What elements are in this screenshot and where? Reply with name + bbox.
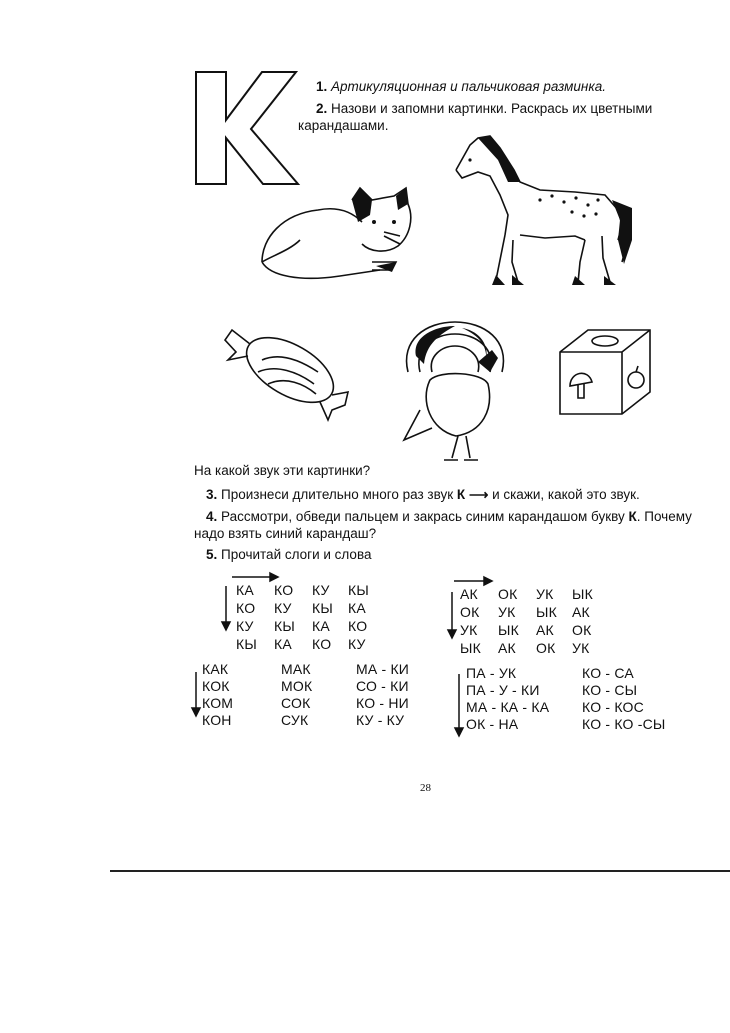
task-3-letter: К — [456, 487, 466, 502]
grid-left-cell: КА — [312, 618, 330, 634]
word-item: КО - СЫ — [582, 682, 638, 698]
task-4-text-pre: Рассмотри, обведи пальцем и закрась синим карандашом букву — [221, 509, 625, 524]
task-3-number: 3. — [206, 487, 218, 502]
task-5-text: Прочитай слоги и слова — [221, 547, 372, 562]
grid-right-cell: ЫК — [498, 622, 519, 638]
words-column-1 — [202, 661, 233, 729]
question-text: На какой звук эти картинки? — [194, 463, 371, 478]
word-item: МОК — [281, 678, 313, 694]
grid-left-cell: КА — [236, 582, 254, 598]
grid-left-cell: КУ — [274, 600, 292, 616]
grid-left-cell: КА — [274, 636, 292, 652]
grid-right-cell: АК — [536, 622, 554, 638]
task-4-text-post: . Почему — [636, 509, 692, 524]
word-item: СОК — [281, 695, 311, 711]
words-column-4 — [466, 665, 549, 733]
grid-right-cell: АК — [460, 586, 478, 602]
grid-left-cell: КО — [312, 636, 332, 652]
word-item: КО - СА — [582, 665, 634, 681]
word-item: СУК — [281, 712, 309, 728]
syllable-grid-left — [236, 582, 376, 654]
arrow-right-icon: ⟶ — [468, 487, 489, 502]
bottom-rule — [110, 870, 730, 872]
word-item: КО - КОС — [582, 699, 644, 715]
task-3-text-post: и скажи, какой это звук. — [492, 487, 640, 502]
word-item: СО - КИ — [356, 678, 409, 694]
task-2-line1: Назови и запомни картинки. Раскрась их цветными — [331, 101, 653, 116]
syllable-grid-right — [460, 586, 600, 658]
task-1-number: 1. — [316, 79, 328, 94]
task-4-number: 4. — [206, 509, 218, 524]
grid-left-cell: КУ — [348, 636, 366, 652]
grid-left-cell: КО — [236, 600, 256, 616]
grid-right-cell: УК — [536, 586, 554, 602]
word-item: ПА - У - КИ — [466, 682, 540, 698]
grid-right-cell: АК — [498, 640, 516, 656]
page-number: 28 — [420, 782, 431, 794]
task-4-letter: К — [628, 509, 637, 524]
grid-right-cell: ОК — [536, 640, 556, 656]
task-3-text-pre: Произнеси длительно много раз звук — [221, 487, 454, 502]
grid-right-cell: УК — [572, 640, 590, 656]
word-item: ОК - НА — [466, 716, 519, 732]
grid-right-cell: ЫК — [572, 586, 593, 602]
grid-left-cell: КЫ — [236, 636, 257, 652]
word-item: МА - КИ — [356, 661, 410, 677]
grid-right-cell: ОК — [460, 604, 480, 620]
words-column-3 — [356, 661, 409, 729]
grid-right-cell: ОК — [572, 622, 592, 638]
word-item: МА - КА - КА — [466, 699, 550, 715]
word-item: КУ - КУ — [356, 712, 405, 728]
task-2-number: 2. — [316, 101, 328, 116]
grid-left-cell: КЫ — [312, 600, 333, 616]
word-item: КО - КО -СЫ — [582, 716, 666, 732]
word-item: КОН — [202, 712, 232, 728]
task-2-line2: карандашами. — [298, 118, 389, 133]
grid-left-cell: КУ — [312, 582, 330, 598]
grid-right-cell: ЫК — [536, 604, 557, 620]
word-item: КОМ — [202, 695, 234, 711]
grid-left-cell: КО — [274, 582, 294, 598]
word-item: КАК — [202, 661, 229, 677]
words-column-2 — [281, 661, 312, 729]
grid-right-cell: ОК — [498, 586, 518, 602]
word-item: КО - НИ — [356, 695, 409, 711]
grid-left-cell: КЫ — [348, 582, 369, 598]
grid-right-cell: УК — [460, 622, 478, 638]
grid-left-cell: КУ — [236, 618, 254, 634]
task-4-line2: надо взять синий карандаш? — [194, 526, 377, 541]
words-column-5 — [582, 665, 665, 733]
grid-right-cell: ЫК — [460, 640, 481, 656]
grid-left-cell: КА — [348, 600, 366, 616]
grid-left-cell: КЫ — [274, 618, 295, 634]
grid-right-cell: УК — [498, 604, 516, 620]
word-item: МАК — [281, 661, 311, 677]
word-item: КОК — [202, 678, 230, 694]
grid-left-cell: КО — [348, 618, 368, 634]
grid-right-cell: АК — [572, 604, 590, 620]
word-item: ПА - УК — [466, 665, 517, 681]
task-5-number: 5. — [206, 547, 218, 562]
task-1-text: Артикуляционная и пальчиковая разминка. — [331, 79, 606, 94]
